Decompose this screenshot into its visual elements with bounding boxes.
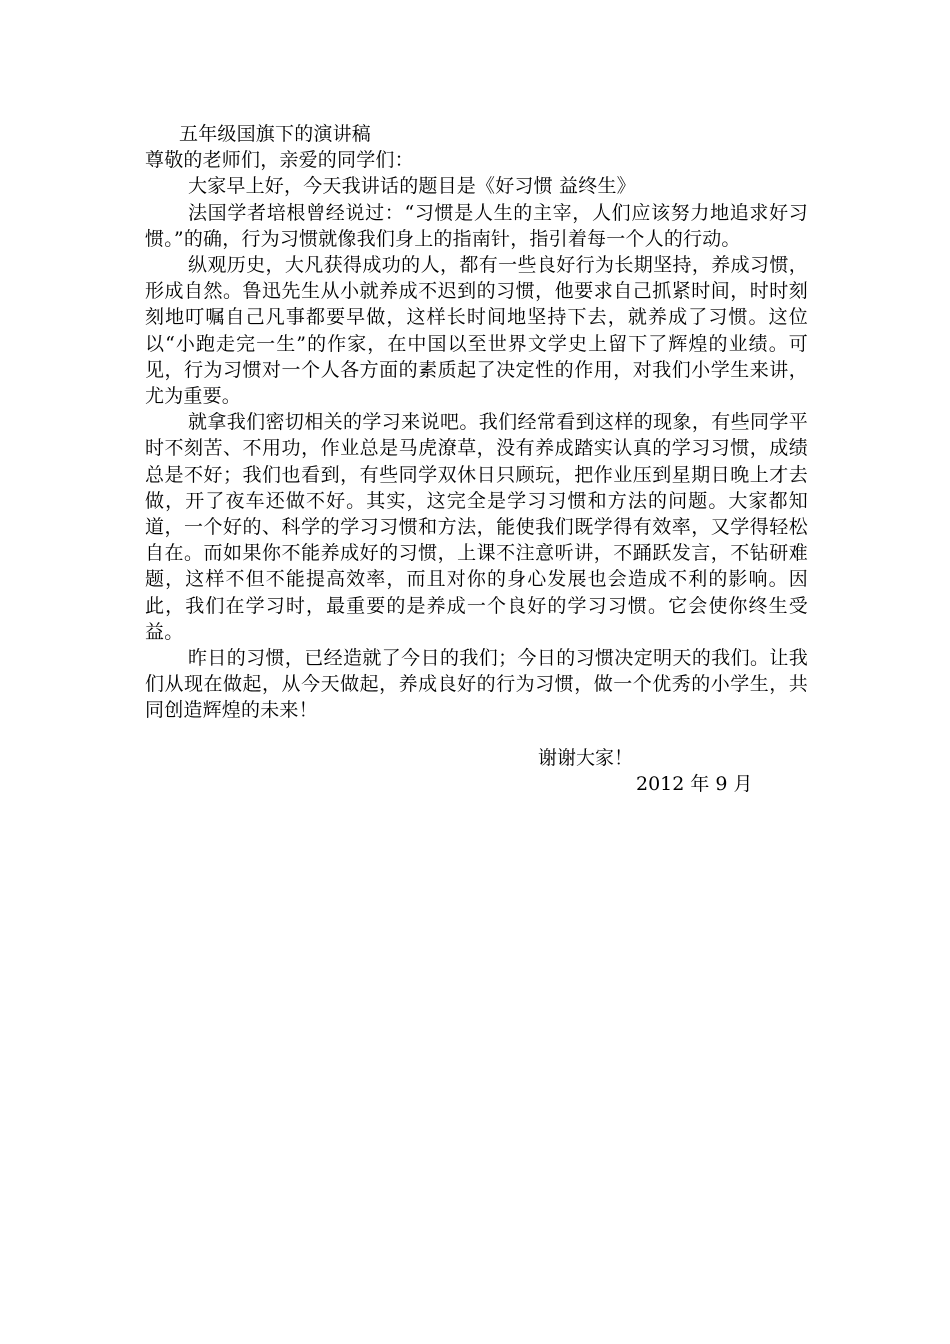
speech-date: 2012 年 9 月 [636, 773, 753, 795]
paragraph-opening: 大家早上好，今天我讲话的题目是《好习惯 益终生》 [188, 175, 636, 198]
paragraph-history: 纵观历史，大凡获得成功的人，都有一些良好行为长期坚持，养成习惯，形成自然。鲁迅先生从小就养成不迟到的习惯，他要求自己抓紧时间，时时刻刻地叮嘱自己凡事都要早做，这样长时间地坚持下去，就养成了习惯。这位以“小跑走完一生”的作家，在中国以至世界文学史上留下了辉煌的业绩。可见，行为习惯对一个人各方面的素质起了决定性的作用，对我们小学生来讲，尤为重要。 [145, 254, 808, 408]
closing-thanks: 谢谢大家！ [538, 747, 634, 769]
speech-title: 五年级国旗下的演讲稿 [179, 123, 372, 145]
paragraph-bacon-quote: 法国学者培根曾经说过：“习惯是人生的主宰，人们应该努力地追求好习惯。”的确，行为习惯就像我们身上的指南针，指引着每一个人的行动。 [145, 201, 808, 250]
salutation: 尊敬的老师们，亲爱的同学们： [145, 149, 414, 172]
paragraph-conclusion: 昨日的习惯，已经造就了今日的我们；今日的习惯决定明天的我们。让我们从现在做起，从今天做起，养成良好的行为习惯，做一个优秀的小学生，共同创造辉煌的未来！ [145, 647, 808, 722]
speech-body [145, 121, 808, 724]
paragraph-study-habits: 就拿我们密切相关的学习来说吧。我们经常看到这样的现象，有些同学平时不刻苦、不用功，作业总是马虎潦草，没有养成踏实认真的学习习惯，成绩总是不好；我们也看到，有些同学双休日只顾玩，把作业压到星期日晚上才去做，开了夜车还做不好。其实，这完全是学习习惯和方法的问题。大家都知道，一个好的、科学的学习习惯和方法，能使我们既学得有效率，又学得轻松自在。而如果你不能养成好的习惯，上课不注意听讲，不踊跃发言，不钻研难题，这样不但不能提高效率，而且对你的身心发展也会造成不利的影响。因此，我们在学习时，最重要的是养成一个良好的学习习惯。它会使你终生受益。 [145, 411, 808, 643]
